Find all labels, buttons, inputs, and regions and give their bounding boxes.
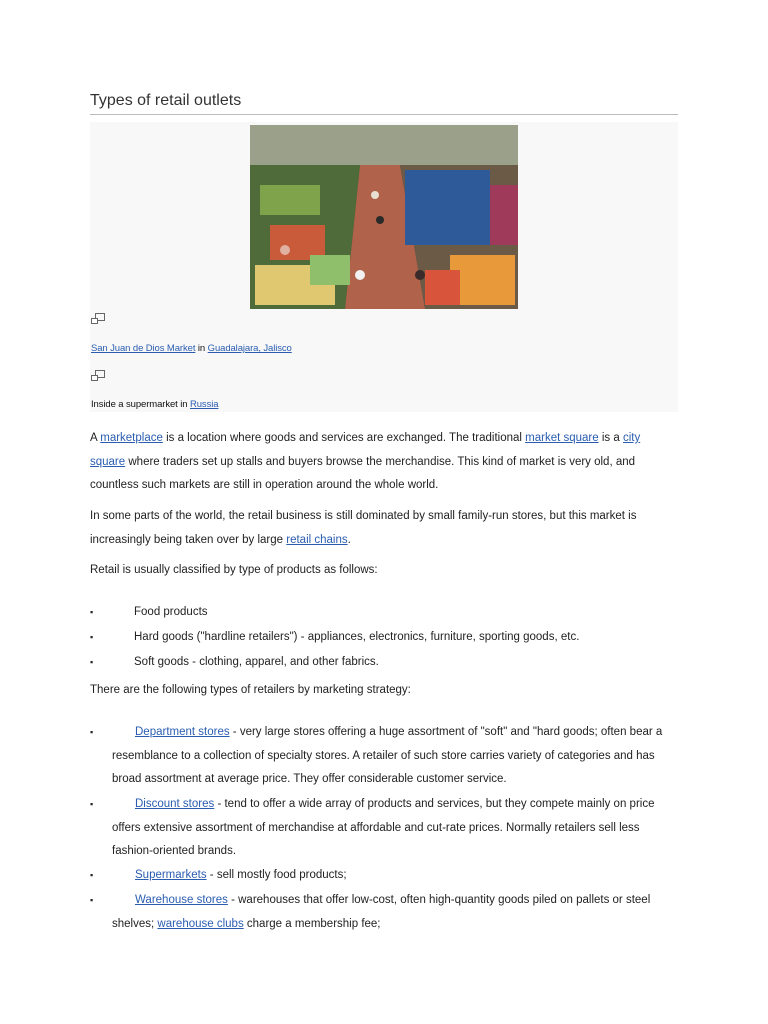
bullet-icon: ▪ bbox=[90, 895, 94, 905]
enlarge-icon[interactable] bbox=[91, 370, 105, 381]
paragraph-marketplace: A marketplace is a location where goods and services are exchanged. The traditional market square is a city square where traders set up stalls and buyers browse the merchandise. This kind of market is very old, and countless such markets are still in operation around the whole world. bbox=[90, 432, 641, 491]
caption-link-market[interactable]: San Juan de Dios Market bbox=[91, 343, 196, 354]
market-photo[interactable] bbox=[250, 125, 518, 309]
paragraph-classification: Retail is usually classified by type of products as follows: bbox=[90, 564, 378, 576]
link-warehouse-stores[interactable]: Warehouse stores bbox=[135, 894, 228, 906]
link-supermarkets[interactable]: Supermarkets bbox=[135, 869, 207, 881]
link-warehouse-clubs[interactable]: warehouse clubs bbox=[157, 917, 244, 930]
figure-box bbox=[90, 122, 678, 412]
bullet-icon: ▪ bbox=[90, 799, 94, 809]
paragraph-strategy: There are the following types of retailers by marketing strategy: bbox=[90, 684, 411, 696]
caption-supermarket: Inside a supermarket in Russia bbox=[91, 399, 219, 410]
caption-link-guadalajara[interactable]: Guadalajara, Jalisco bbox=[207, 343, 292, 354]
bullet-icon: ▪ bbox=[90, 727, 94, 737]
page-title: Types of retail outlets bbox=[90, 92, 242, 109]
link-department-stores[interactable]: Department stores bbox=[135, 726, 230, 738]
title-divider bbox=[90, 114, 678, 115]
bullet-icon: ▪ bbox=[90, 607, 94, 617]
bullet-icon: ▪ bbox=[90, 657, 94, 667]
bullet-icon: ▪ bbox=[90, 632, 94, 642]
link-marketplace[interactable]: marketplace bbox=[100, 432, 163, 444]
link-retail-chains[interactable]: retail chains bbox=[286, 533, 348, 546]
link-city-square[interactable]: city bbox=[622, 432, 641, 444]
link-market-square[interactable]: market square bbox=[525, 432, 599, 444]
bullet-icon: ▪ bbox=[90, 870, 94, 880]
link-discount-stores[interactable]: Discount stores bbox=[135, 798, 215, 810]
link-city-square-cont[interactable]: square bbox=[90, 455, 126, 468]
paragraph-family-stores: In some parts of the world, the retail business is still dominated by small family-run stores, but this market is increasingly being taken over by large retail chains. bbox=[90, 510, 637, 546]
caption-link-russia[interactable]: Russia bbox=[189, 399, 219, 410]
market-photo-illustration bbox=[250, 125, 518, 309]
enlarge-icon[interactable] bbox=[91, 313, 105, 324]
caption-market: San Juan de Dios Market in Guadalajara, Jalisco bbox=[91, 343, 292, 354]
